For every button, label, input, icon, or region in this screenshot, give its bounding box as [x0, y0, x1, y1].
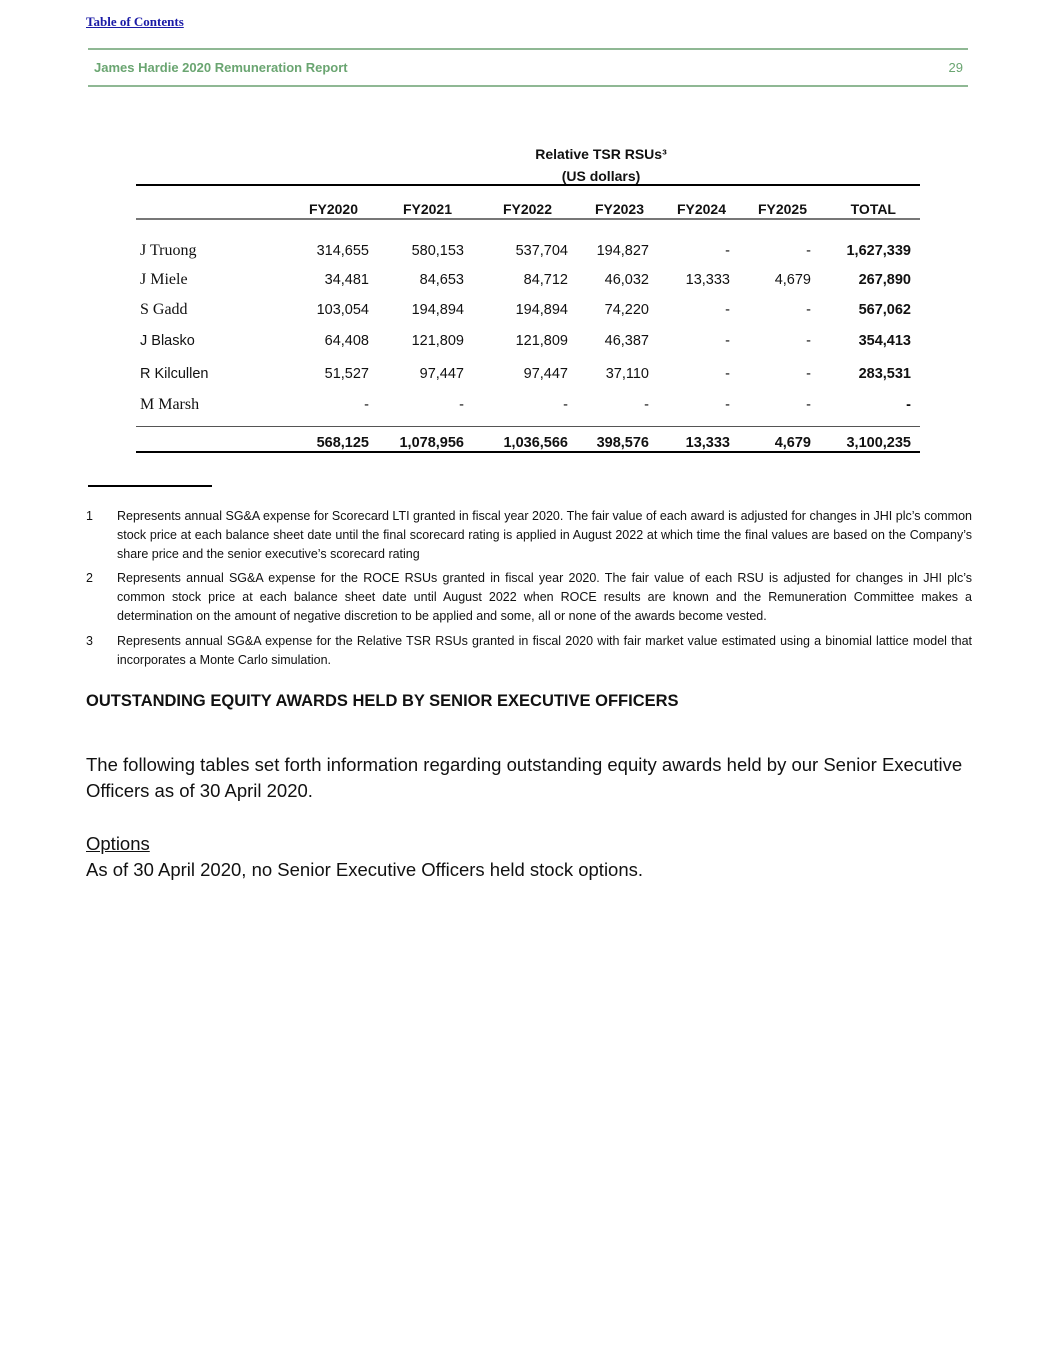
table-top-rule [136, 184, 920, 186]
footnote-text: Represents annual SG&A expense for Scorecard LTI granted in fiscal year 2020. The fair value of each award is adjusted for changes in JHI plc’s common stock price at each balance sheet date until the final scorecard rating is applied in August 2022 at which time the final values are based on the Company’s share price and the senior executive’s scorecard rating [117, 509, 972, 561]
footnote-text: Represents annual SG&A expense for the ROCE RSUs granted in fiscal year 2020. The fair value of each RSU is adjusted for changes in JHI plc’s common stock price at each balance sheet date until August 2022 when ROCE results are known and the Remuneration Committee makes a determination on the amount of negative discretion to be applied and some, all or none of the awards become vested. [117, 571, 972, 623]
cell-value: 121,809 [411, 333, 464, 349]
row-total: 267,890 [858, 272, 911, 288]
options-subheading: Options [86, 833, 150, 854]
cell-value: 121,809 [515, 333, 568, 349]
executive-name: M Marsh [140, 396, 200, 413]
cell-value: 84,653 [419, 272, 464, 288]
cell-value: - [459, 397, 464, 413]
header-top-rule [88, 48, 968, 50]
cell-value: 64,408 [324, 333, 369, 349]
cell-value: 13,333 [685, 272, 730, 288]
table-row [136, 333, 920, 355]
cell-value: - [725, 366, 730, 382]
cell-value: - [806, 397, 811, 413]
column-header: FY2025 [757, 201, 807, 217]
executive-name: S Gadd [140, 301, 188, 318]
table-row [136, 302, 920, 324]
column-total: 568,125 [316, 435, 369, 451]
cell-value: 194,894 [515, 302, 568, 318]
cell-value: 537,704 [515, 243, 568, 259]
table-units: (US dollars) [561, 168, 641, 184]
table-caption: Relative TSR RSUs³ [535, 146, 667, 162]
column-total: 398,576 [596, 435, 649, 451]
footnote-number: 2 [86, 571, 93, 585]
cell-value: - [806, 243, 811, 259]
section-heading: OUTSTANDING EQUITY AWARDS HELD BY SENIOR EXECUTIVE OFFICERS [86, 692, 679, 710]
cell-value: - [806, 333, 811, 349]
page-number: 29 [948, 60, 963, 75]
cell-value: 194,827 [596, 243, 649, 259]
footnote-separator [88, 485, 212, 487]
executive-name: J Truong [140, 242, 197, 259]
cell-value: 314,655 [316, 243, 369, 259]
footnote [86, 632, 972, 670]
executive-name: R Kilcullen [140, 366, 209, 382]
cell-value: 51,527 [324, 366, 369, 382]
grand-total: 3,100,235 [846, 435, 911, 451]
row-total: 354,413 [858, 333, 911, 349]
column-total: 1,036,566 [503, 435, 568, 451]
column-header: FY2022 [502, 201, 552, 217]
table-header-rule [136, 218, 920, 220]
column-header: FY2020 [308, 201, 358, 217]
cell-value: 37,110 [605, 366, 649, 382]
cell-value: - [644, 397, 649, 413]
column-header: FY2021 [402, 201, 452, 217]
table-row [136, 397, 920, 419]
executive-name: J Miele [140, 271, 188, 288]
footnote-number: 1 [86, 509, 93, 523]
cell-value: 580,153 [411, 243, 464, 259]
cell-value: - [806, 366, 811, 382]
row-total: 1,627,339 [846, 243, 911, 259]
footnote [86, 507, 972, 564]
table-row [136, 366, 920, 388]
cell-value: 84,712 [523, 272, 568, 288]
row-total: 283,531 [858, 366, 911, 382]
cell-value: - [806, 302, 811, 318]
cell-value: - [725, 302, 730, 318]
executive-name: J Blasko [140, 333, 195, 349]
cell-value: 103,054 [316, 302, 369, 318]
cell-value: 97,447 [523, 366, 568, 382]
column-total: 1,078,956 [399, 435, 464, 451]
totals-top-rule [136, 426, 920, 427]
cell-value: - [725, 333, 730, 349]
row-total: - [906, 397, 911, 413]
intro-paragraph: The following tables set forth information regarding outstanding equity awards held by our Senior Executive Officers as of 30 April 2020. [86, 754, 963, 801]
column-total: 4,679 [774, 435, 811, 451]
column-header: TOTAL [850, 201, 896, 217]
row-total: 567,062 [858, 302, 911, 318]
footnote [86, 569, 972, 626]
column-header: FY2023 [594, 201, 644, 217]
header-bottom-rule [88, 85, 968, 87]
cell-value: 4,679 [774, 272, 811, 288]
table-row [136, 272, 920, 294]
report-title: James Hardie 2020 Remuneration Report [94, 60, 348, 75]
totals-row [136, 435, 920, 457]
cell-value: 74,220 [604, 302, 649, 318]
cell-value: 34,481 [324, 272, 369, 288]
cell-value: - [725, 243, 730, 259]
cell-value: - [725, 397, 730, 413]
table-of-contents-link[interactable]: Table of Contents [86, 14, 184, 29]
cell-value: 46,032 [604, 272, 649, 288]
table-row [136, 243, 920, 265]
cell-value: 194,894 [411, 302, 464, 318]
cell-value: - [563, 397, 568, 413]
table-bottom-rule [136, 451, 920, 453]
column-total: 13,333 [685, 435, 730, 451]
options-paragraph: As of 30 April 2020, no Senior Executive Officers held stock options. [86, 859, 644, 880]
cell-value: - [364, 397, 369, 413]
footnote-text: Represents annual SG&A expense for the Relative TSR RSUs granted in fiscal 2020 with fair market value estimated using a binomial lattice model that incorporates a Monte Carlo simulation. [117, 634, 972, 667]
column-header: FY2024 [676, 201, 726, 217]
cell-value: 46,387 [604, 333, 649, 349]
footnote-number: 3 [86, 634, 93, 648]
cell-value: 97,447 [419, 366, 464, 382]
